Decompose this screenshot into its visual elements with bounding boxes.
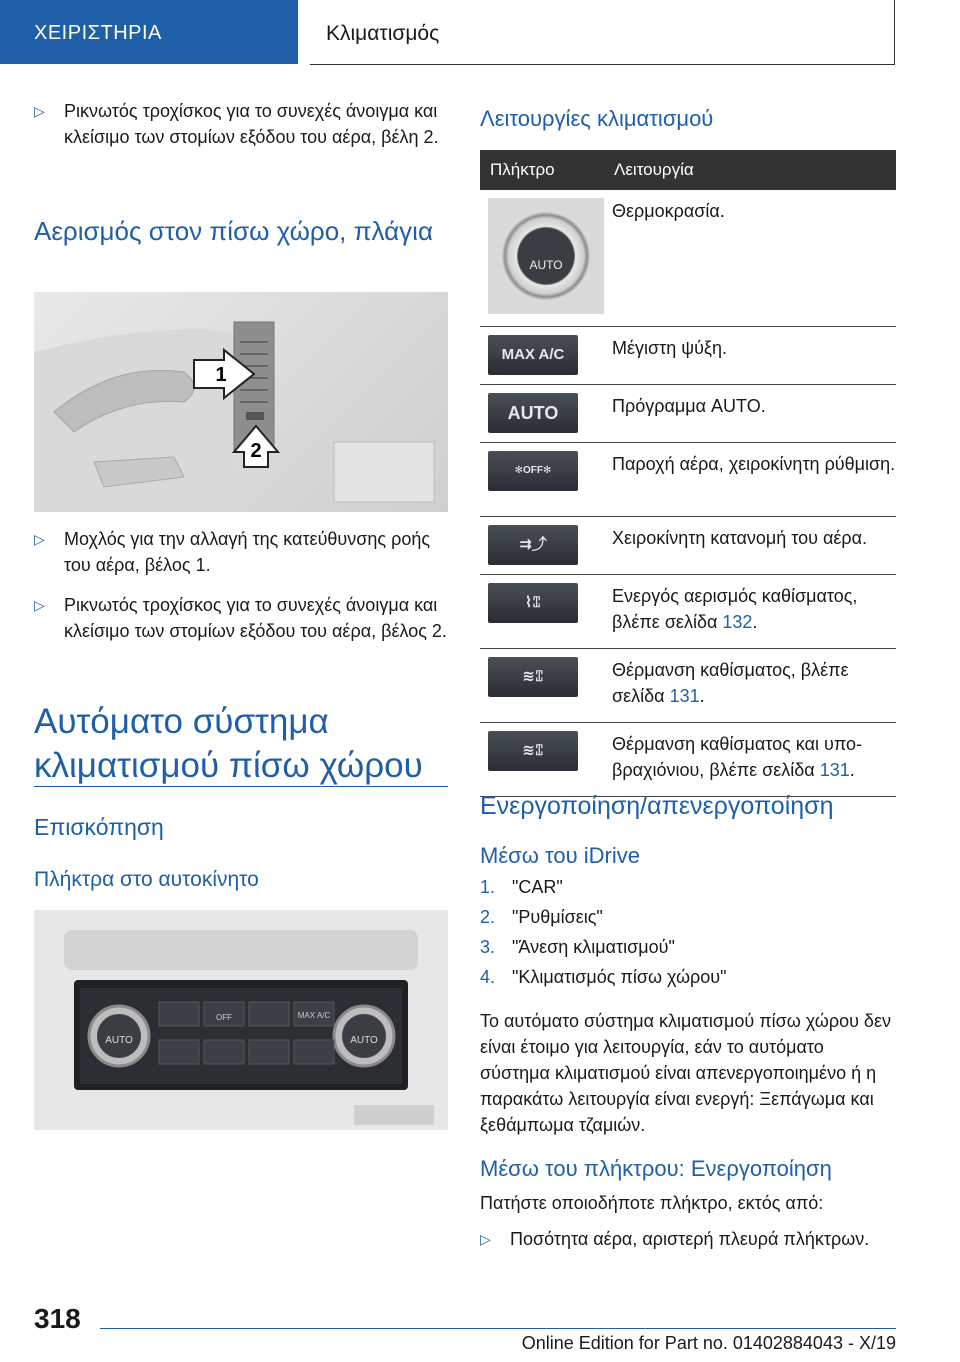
page-link-131[interactable]: 131 xyxy=(669,685,700,706)
table-row: ⌇⑄ Ενεργός αερισμός καθίσματος, βλέπε σελίδα 132. xyxy=(480,574,896,648)
panel-auto-right: AUTO xyxy=(350,1035,378,1046)
row-text: Θερμοκρασία. xyxy=(604,190,896,326)
row-text: Μέγιστη ψύξη. xyxy=(604,326,896,384)
button-activation-text: Πατήστε οποιοδήποτε πλήκτρο, εκτός από: xyxy=(480,1193,824,1213)
list-item: ▷ Ρικνωτός τροχίσκος για το συνεχές άνοιγμα και κλείσιμο των στομίων εξόδου του αέρα, βέλος 2. xyxy=(34,592,448,644)
left-intro xyxy=(34,98,448,150)
buttons-title: Πλήκτρα στο αυτοκίνητο xyxy=(34,868,259,891)
list-item: ▷ Ποσότητα αέρα, αριστερή πλευρά πλήκτρων. xyxy=(480,1226,896,1252)
table-row: ≋⑄ Θέρμανση καθίσματος και υποβραχιόνιου, βλέπε σελίδα 131. xyxy=(480,722,896,796)
chapter-divider xyxy=(34,786,448,787)
note-paragraph: Το αυτόματο σύστημα κλιματισμού πίσω χώρου δεν είναι έτοιμο για λειτουργία, εάν το αυτόματο σύστημα κλιματισμού είναι απενεργοποιημένο ή η παρακάτω λειτουργία είναι ενεργή: Ξεπάγωμα και ξεθάμπωμα τζαμιών. xyxy=(480,1011,891,1135)
list-item: 4. "Κλιματισμός πίσω χώρου" xyxy=(480,967,727,987)
column-header-function: Λειτουργία xyxy=(604,150,896,190)
table-row xyxy=(480,384,896,442)
table-row xyxy=(480,442,896,516)
rear-panel-figure xyxy=(34,910,448,1130)
idrive-title: Μέσω του iDrive xyxy=(480,843,640,868)
bullet-triangle-icon: ▷ xyxy=(34,531,45,547)
functions-title: Λειτουργίες κλιματισμού xyxy=(480,106,714,131)
seat-ventilation-icon: ⌇⑄ xyxy=(488,583,578,623)
chapter-tab-label: ΧΕΙΡΙΣΤΗΡΙΑ xyxy=(34,22,162,44)
chapter-header xyxy=(310,0,895,65)
column-header-button: Πλήκτρο xyxy=(480,150,604,190)
temperature-knob-icon: AUTO xyxy=(488,198,604,314)
table-row xyxy=(480,326,896,384)
panel-max-label: MAX A/C xyxy=(297,1011,331,1020)
edition-footer: Online Edition for Part no. 01402884043 - X/19 xyxy=(521,1333,896,1353)
page-number: 318 xyxy=(34,1303,81,1334)
table-row: ≋⑄ Θέρμανση καθίσματος, βλέπε σελίδα 131. xyxy=(480,648,896,722)
page-link-132[interactable]: 132 xyxy=(722,611,753,632)
row-text: Πρόγραμμα AUTO. xyxy=(604,384,896,442)
fan-speed-icon: ✻ OFF ✻ xyxy=(488,451,578,491)
page-link-131[interactable]: 131 xyxy=(819,759,850,780)
button-activation-title: Μέσω του πλήκτρου: Ενεργοποίηση xyxy=(480,1156,832,1181)
chapter-title: Αυτόματο σύστημα κλιματισμού πίσω χώρου xyxy=(34,702,423,785)
panel-off-label: OFF xyxy=(216,1013,232,1022)
auto-program-icon: AUTO xyxy=(488,393,578,433)
max-ac-icon: MAX A/C xyxy=(488,335,578,375)
overview-title: Επισκόπηση xyxy=(34,814,164,840)
callout-1: 1 xyxy=(215,364,227,386)
footer-divider xyxy=(100,1328,896,1329)
row-text: Παροχή αέρα, χειροκίνητη ρύθμιση. xyxy=(604,442,896,516)
chapter-header-label: Κλιματισμός xyxy=(326,22,440,45)
air-distribution-icon: ⇉⤴ xyxy=(488,525,578,565)
activation-title: Ενεργοποίηση/απενεργοποίηση xyxy=(480,792,834,820)
seat-heating-icon: ≋⑄ xyxy=(488,657,578,697)
chapter-tab[interactable] xyxy=(0,0,298,64)
list-item: ▷ Ρικνωτός τροχίσκος για το συνεχές άνοιγμα και κλείσιμο των στομίων εξόδου του αέρα, βέλη 2. xyxy=(34,98,448,150)
functions-table xyxy=(480,150,896,797)
section-title-side-vents: Αερισμός στον πίσω χώρο, πλάγια xyxy=(34,216,433,246)
vent-bullets xyxy=(34,526,448,644)
bullet-triangle-icon: ▷ xyxy=(34,103,45,119)
idrive-steps xyxy=(480,872,896,992)
list-item: 3. "Άνεση κλιματισμού" xyxy=(480,937,675,957)
seat-armrest-heating-icon: ≋⑄ xyxy=(488,731,578,771)
table-row xyxy=(480,516,896,574)
side-vent-figure xyxy=(34,292,448,512)
callout-2: 2 xyxy=(250,440,262,462)
table-row xyxy=(480,190,896,326)
bullet-triangle-icon: ▷ xyxy=(34,597,45,613)
bullet-triangle-icon: ▷ xyxy=(480,1231,491,1247)
list-item: ▷ Μοχλός για την αλλαγή της κατεύθυνσης ροής του αέρα, βέλος 1. xyxy=(34,526,448,578)
panel-auto-left: AUTO xyxy=(105,1035,133,1046)
button-exceptions xyxy=(480,1226,896,1252)
row-text: Χειροκίνητη κατανομή του αέρα. xyxy=(604,516,896,574)
list-item: 1. "CAR" xyxy=(480,877,563,897)
list-item: 2. "Ρυθμίσεις" xyxy=(480,907,603,927)
